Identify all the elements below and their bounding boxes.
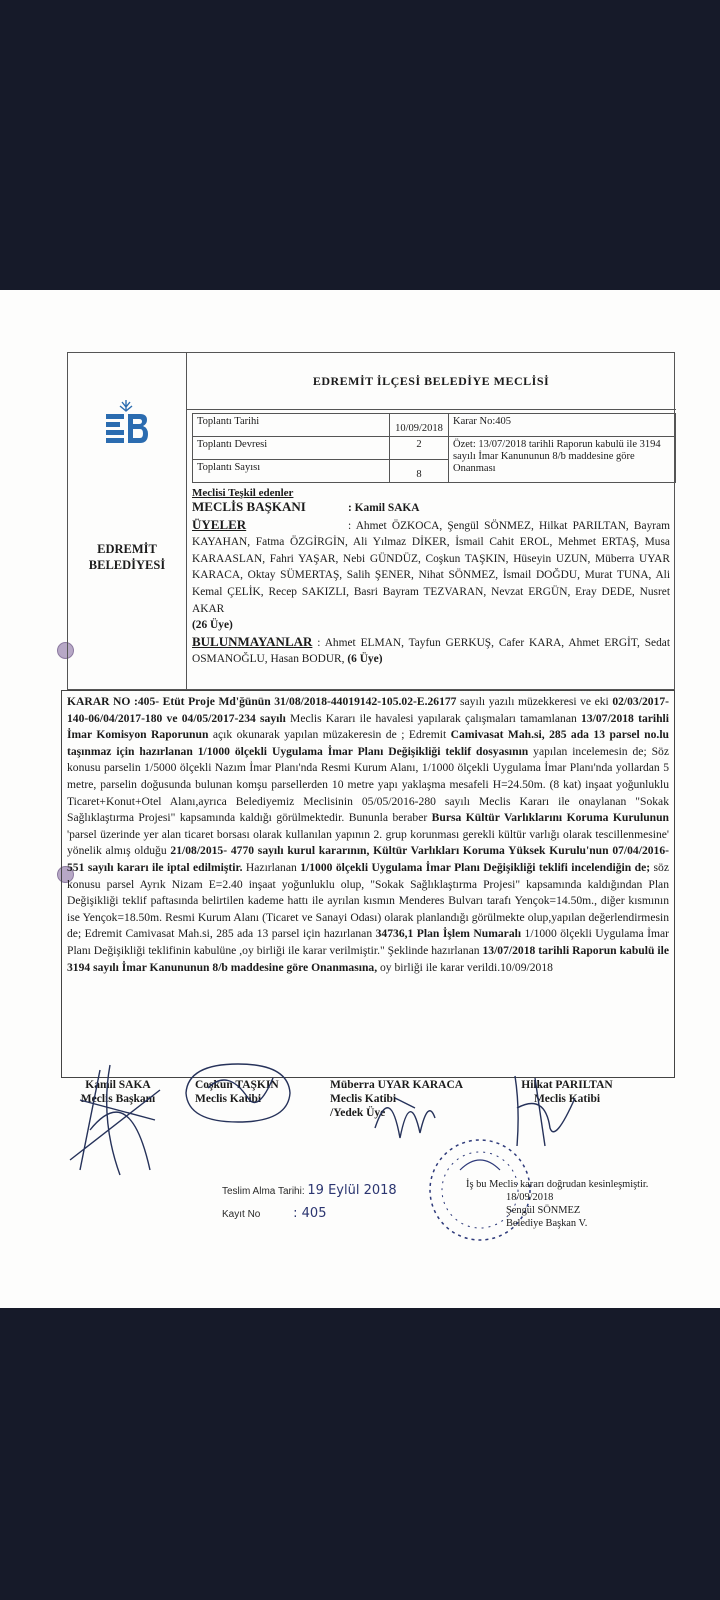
signer-name: Hilkat PARILTAN (521, 1079, 613, 1091)
finalization-date: 18/09/2018 (506, 1192, 554, 1203)
decision-text-part: Meclis Kararı ile havalesi yapılarak çalışmaları tamamlanan (285, 711, 582, 725)
decision-text (61, 690, 675, 1078)
decision-heading: KARAR NO :405- Etüt Proje Md'ğünün 31/08/2018-44019142-105.02-E.26177 (67, 695, 457, 708)
date-value: 10/09/2018 (390, 414, 449, 437)
delivery-info (222, 1180, 397, 1226)
municipality-line1: EDREMİT (97, 542, 157, 556)
count-label: Toplantı Sayısı (193, 460, 390, 483)
signature-scribble-icon (178, 1058, 298, 1128)
signature-scribble-icon (60, 1060, 170, 1180)
count-value: 8 (390, 460, 449, 483)
signer-title: Meclis Katibi (330, 1093, 397, 1105)
president-label: MECLİS BAŞKANI (192, 499, 306, 514)
finalization-line1: İş bu Meclis kararı doğrudan kesinleşmiştir. (466, 1179, 649, 1190)
president-name: : Kamil SAKA (348, 502, 420, 514)
decision-text-bold: 34736,1 Plan İşlem Numaralı (375, 927, 522, 941)
signer-title: Meclis Katibi (533, 1093, 601, 1105)
decision-text-part: söz konusu parsel Ayrık Nizam E=2.40 inşaat yoğunluklu olup, "Sokak Sağlıklaştırma Projesi" kapsamında kaldığından Plan Değişikliği teklif paftasında belirtilen kademe hattı ile ayrılan kısmın Menderes Bulvarı tarafı Yençok=14.50m., diğer kısmının ise Yençok=18.50m. Resmi Kurum Alanı (Ticaret ve Sanayi Odası) olarak planlandığı görülmekte olup,yapılan değerlendirmesin de; Edremit Camivasat Mah.si, 285 ada 13 parsel için hazırlanan (67, 860, 669, 941)
signer-name: Kamil SAKA (85, 1079, 151, 1091)
attendance-section (192, 487, 670, 668)
decision-text-part: Hazırlanan (242, 860, 301, 874)
summary: Özet: 13/07/2018 tarihli Raporun kabulü ile 3194 sayılı İmar Kanununun 8/b maddesine göre Onanması (449, 437, 676, 483)
absent-label: BULUNMAYANLAR (192, 633, 313, 649)
finalization-signer: Şengül SÖNMEZ (506, 1205, 581, 1216)
record-label: Kayıt No (222, 1209, 261, 1220)
decision-no: Karar No:405 (449, 414, 676, 437)
decision-text-part: 'parsel üzerinde yer alan ticaret borsası olarak kullanılan yapının 2. grup korunması gerekli kültür varlığı olarak tescillenmesine' yönelik almış olduğu (67, 827, 669, 858)
signer-name: Müberra UYAR KARACA (330, 1079, 464, 1091)
signer-title2: /Yedek Üye (330, 1107, 386, 1119)
meeting-meta-table (192, 413, 676, 483)
decision-text-bold: 02/03/2017-140-06/04/2017-180 ve 04/05/2017-234 sayılı (67, 695, 669, 725)
decision-text-part: sayılı yazılı müzekkeresi ve eki (456, 695, 613, 708)
decision-text-part: 1/1000 ölçekli Uygulama İmar Planı Değişikliği teklifinin kabulüne ,oy birliği ile karar verilmiştir." Şeklinde hazırlanan (67, 927, 669, 957)
municipality-line2: BELEDİYESİ (88, 558, 166, 572)
record-value: : 405 (293, 1206, 327, 1221)
received-label: Teslim Alma Tarihi: (222, 1186, 305, 1197)
section-title: Meclisi Teşkil edenler (192, 487, 294, 499)
decision-text-part: yapılan incelemesin de; Söz konusu parselin 1/5000 ölçekli Nazım İmar Planı'nda Resmi Kurum Alanı, 1/1000 ölçekli Uygulama İmar Planı'nda yollardan 5 metre, parselin doğusunda bulunan komşu parsellerden 10 metre yapı yaklaşma mesafeli H=24.50m. (8 kat) inşaat yoğunluklu Ticaret+Konut+Otel Alanı,ayrıca Belediyemiz Meclisinin 05/05/2016-280 sayılı Meclis Kararı ile onaylanan "Sokak Sağlıklaştırma Projesi" kapsamında kaldığı görülmektedir. Bununla beraber (67, 744, 669, 825)
decision-text-bold: 1/1000 ölçekli Uygulama İmar Planı Değişikliği teklifi incelendiğin de; (300, 860, 651, 874)
council-title: EDREMİT İLÇESİ BELEDİYE MECLİSİ (186, 353, 676, 410)
finalization-title: Belediye Başkan V. (506, 1218, 588, 1229)
decision-text-bold: 21/08/2015- 4770 sayılı kurul kararının, Kültür Varlıkları Koruma Yüksek Kurulu'nun 07/04/2016- 551 sayılı kararı ile iptal edilmiştir. (67, 844, 669, 874)
decision-text-bold: 13/07/2018 tarihli İmar Komisyon Raporunun (67, 711, 669, 742)
decision-text-bold: 13/07/2018 tarihli Raporun kabulü ile 3194 sayılı İmar Kanununun 8/b maddesine göre Onanmasına, (67, 943, 669, 974)
decision-text-bold: Camivasat Mah.si, 285 ada 13 parsel no.lu taşınmaz için hazırlanan 1/1000 ölçekli Uygulama İmar Planı Değişikliği teklif dosyasının (67, 728, 669, 758)
members-label: ÜYELER (192, 516, 247, 532)
date-label: Toplantı Tarihi (193, 414, 390, 437)
finalization-note (466, 1178, 648, 1230)
header-box (67, 352, 675, 690)
signer-name: Coşkun TAŞKIN (195, 1079, 279, 1091)
signer-title: Meclis Katibi (195, 1093, 262, 1105)
decision-text-bold: Bursa Kültür Varlıklarını Koruma Kurulunun (431, 811, 669, 825)
logo-column (68, 353, 187, 691)
municipality-logo-icon (102, 398, 150, 446)
decision-text-part: açık okunarak yapılan müzakeresin de ; Edremit (208, 728, 451, 742)
absent-list: : Ahmet ELMAN, Tayfun GERKUŞ, Cafer KARA, Ahmet ERGİT, Sedat OSMANOĞLU, Hasan BODUR, (192, 636, 670, 666)
period-value: 2 (390, 437, 449, 460)
municipality-name (68, 541, 186, 573)
period-label: Toplantı Devresi (193, 437, 390, 460)
decision-text-part: oy birliği ile karar verildi.10/09/2018 (377, 960, 553, 974)
absent-count: (6 Üye) (347, 653, 383, 666)
members-count: (26 Üye) (192, 619, 233, 632)
received-value: 19 Eylül 2018 (307, 1183, 397, 1198)
members-list: : Ahmet ÖZKOCA, Şengül SÖNMEZ, Hilkat PARILTAN, Bayram KAYAHAN, Fatma ÖZGİRGİN, Ali Yılmaz DİKER, İsmail Cahit EROL, Mehmet ERTAŞ, Musa KARAASLAN, Fahri YAŞAR, Nebi GÜNDÜZ, Coşkun TAŞKIN, Hüseyin UZUN, Müberra UYAR KARACA, Oktay SÜMERTAŞ, Salih ŞENER, Nihat SÖNMEZ, İsmail DOĞDU, Murat TUNA, Ali Kemal ÇELİK, Recep SAKIZLI, Basri Bayram TEZVARAN, Nevzat ERGÜN, Eray DEDE, Nusret AKAR (192, 519, 670, 615)
signer-title: Meclis Başkanı (80, 1093, 156, 1105)
